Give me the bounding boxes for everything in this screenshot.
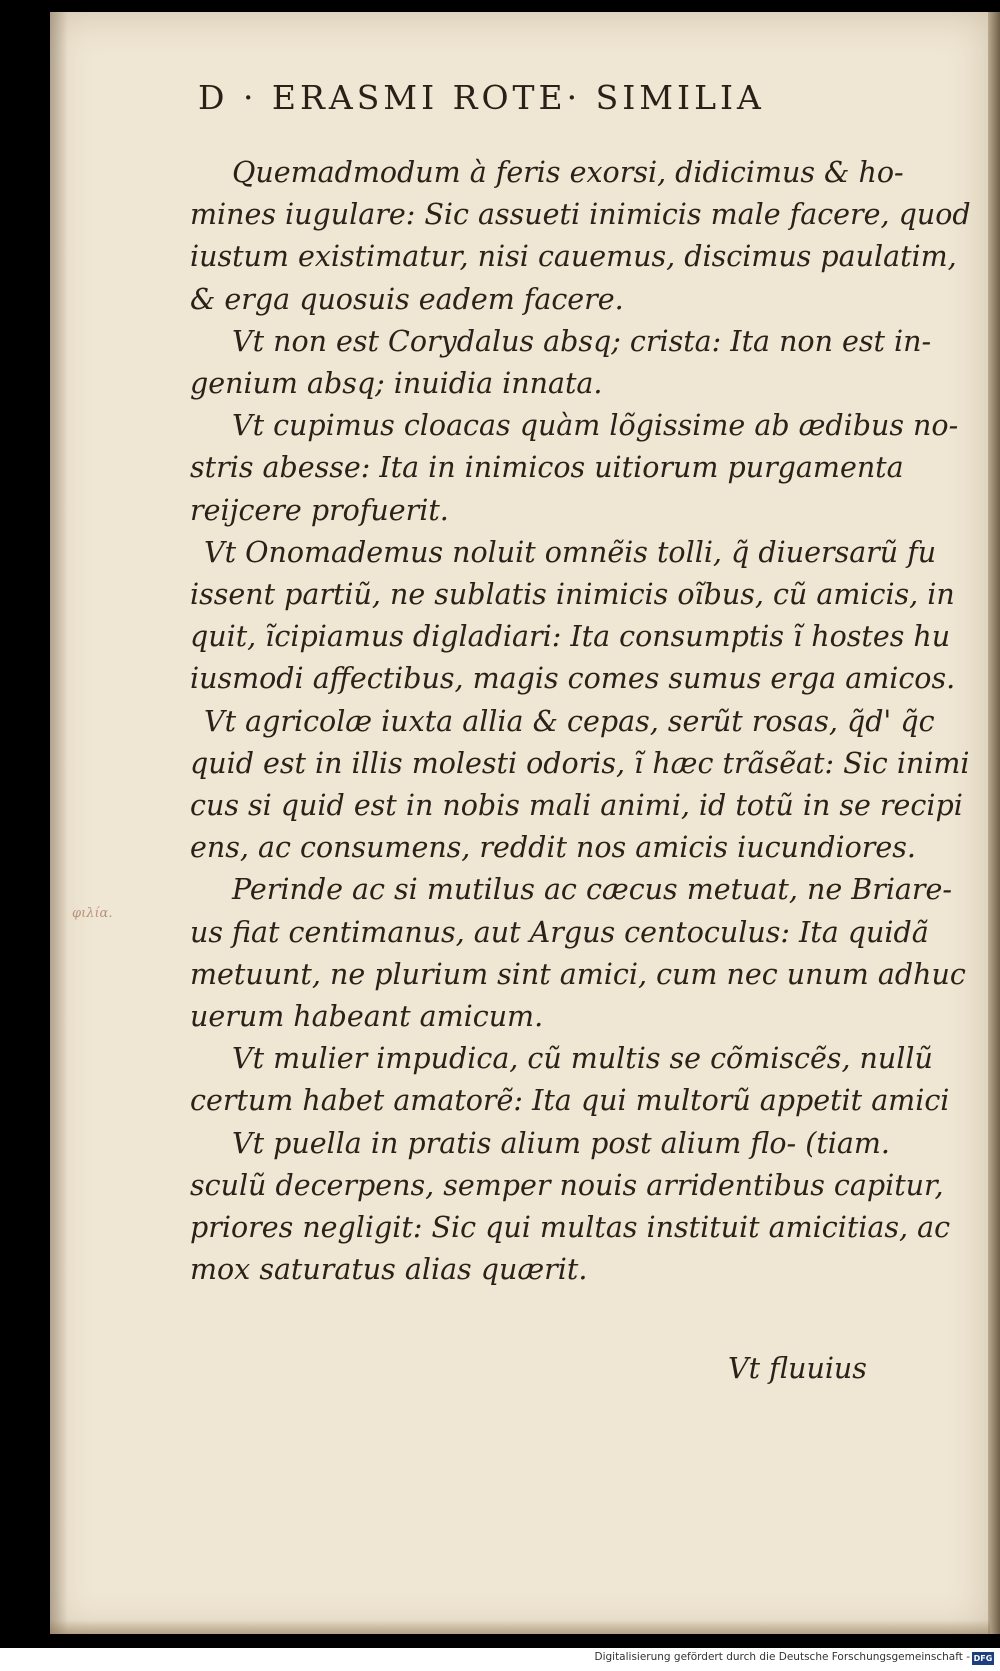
text-line: Vt mulier impudica, cũ multis se cõmiscẽs, nullũ <box>232 1042 933 1076</box>
text-line: quit, ĩcipiamus digladiari: Ita consumptis ĩ hostes hu <box>190 620 951 654</box>
text-line: Vt Onomademus noluit omnẽis tolli, q̃ diuersarũ fu <box>204 535 937 569</box>
text-line: issent partiũ, ne sublatis inimicis oĩbus, cũ amicis, in <box>190 578 955 612</box>
text-line: quid est in illis molesti odoris, ĩ hæc trãsẽat: Sic inimi <box>190 746 970 780</box>
text-line: stris abesse: Ita in inimicos uitiorum purgamenta <box>190 451 904 485</box>
page-bottom-edge <box>50 1620 990 1634</box>
funding-credit: Digitalisierung gefördert durch die Deutsche Forschungsgemeinschaft - <box>594 1651 970 1663</box>
text-line: Vt non est Corydalus absq; crista: Ita non est in- <box>232 324 932 358</box>
text-line: Quemadmodum à feris exorsi, didicimus & ho- <box>232 156 904 189</box>
dfg-logo-icon: DFG <box>973 1654 993 1663</box>
catchword: Vt fluuius <box>728 1352 867 1385</box>
margin-note: φιλία. <box>72 906 113 921</box>
text-line: mines iugulare: Sic assueti inimicis male facere, quod <box>190 198 971 232</box>
text-line: metuunt, ne plurium sint amici, cum nec unum adhuc <box>190 957 966 991</box>
text-line: mox saturatus alias quærit. <box>190 1253 588 1287</box>
text-line: reijcere profuerit. <box>190 493 449 527</box>
text-line: cus si quid est in nobis mali animi, id totũ in se recipi <box>190 789 963 823</box>
text-line: Perinde ac si mutilus ac cæcus metuat, ne Briare- <box>232 873 953 907</box>
text-line: Vt puella in pratis alium post alium flo- (tiam. <box>232 1126 890 1160</box>
text-line: Vt cupimus cloacas quàm lõgissime ab ædibus no- <box>232 409 959 443</box>
text-line: iusmodi affectibus, magis comes sumus erga amicos. <box>190 662 956 696</box>
text-line: certum habet amatorẽ: Ita qui multorũ appetit amici <box>190 1084 950 1118</box>
text-line: Vt agricolæ iuxta allia & cepas, serũt rosas, q̃d' q̃c <box>204 704 935 738</box>
text-line: priores negligit: Sic qui multas instituit amicitias, ac <box>190 1211 951 1245</box>
text-line: us fiat centimanus, aut Argus centoculus: Ita quidã <box>190 915 929 949</box>
text-line: sculũ decerpens, semper nouis arridentibus capitur, <box>190 1168 944 1202</box>
text-line: iustum existimatur, nisi cauemus, discimus paulatim, <box>190 240 957 274</box>
text-line: genium absq; inuidia innata. <box>190 367 603 401</box>
text-line: & erga quosuis eadem facere. <box>190 282 624 316</box>
page-edge <box>988 12 1000 1634</box>
body-text <box>190 152 971 1291</box>
footer-bar <box>0 1648 1000 1671</box>
text-line: uerum habeant amicum. <box>190 1000 544 1034</box>
text-line: ens, ac consumens, reddit nos amicis iucundiores. <box>190 831 916 865</box>
running-head: D · ERASMI ROTE· SIMILIA <box>198 78 765 117</box>
